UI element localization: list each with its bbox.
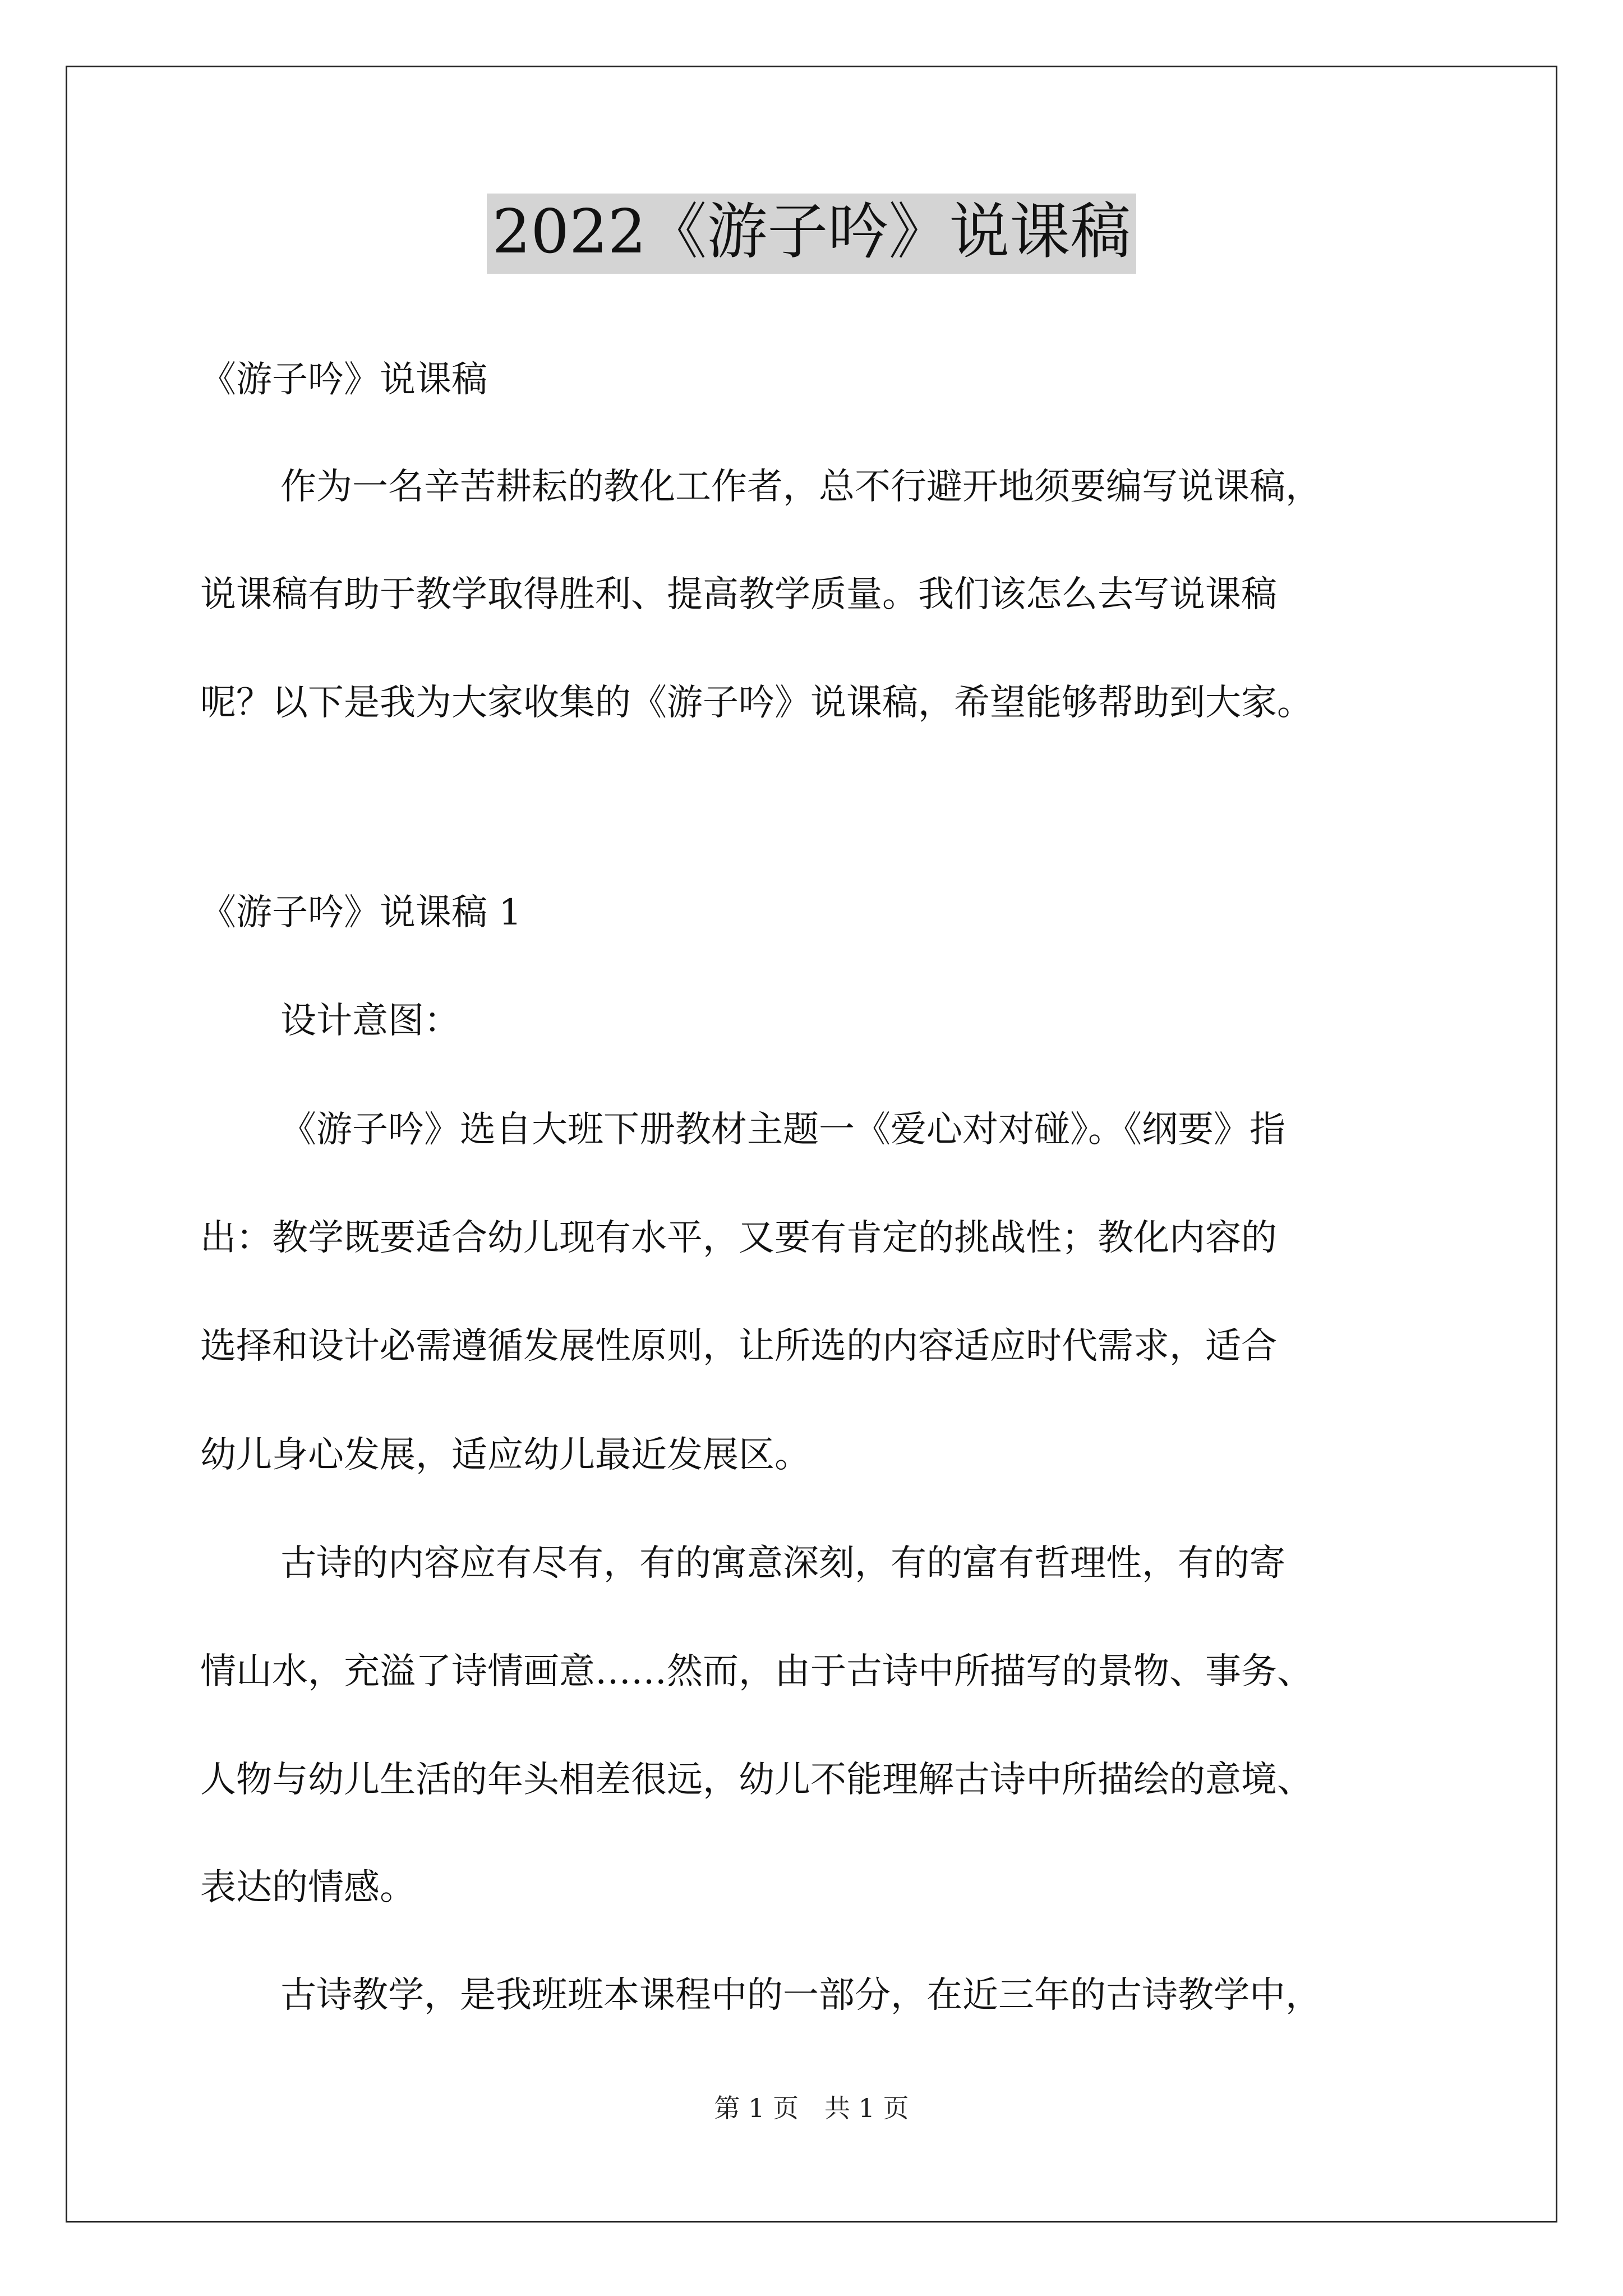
- section-heading-1: 《游子吟》说课稿 1: [200, 892, 522, 933]
- intro-paragraph-line-3: 呢？以下是我为大家收集的《游子吟》说课稿，希望能够帮助到大家。: [200, 682, 1313, 724]
- document-title: [0, 197, 1623, 267]
- page-footer: 第 1 页 共 1 页: [714, 2093, 909, 2123]
- paragraph-1-line-2: 出：教学既要适合幼儿现有水平，又要有肯定的挑战性；教化内容的: [200, 1217, 1277, 1259]
- paragraph-3-line-1: 古诗教学，是我班班本课程中的一部分，在近三年的古诗教学中，: [280, 1975, 1321, 2016]
- paragraph-2-line-4: 表达的情感。: [200, 1867, 416, 1908]
- design-intent-heading: 设计意图：: [280, 1000, 460, 1042]
- paragraph-1-line-4: 幼儿身心发展，适应幼儿最近发展区。: [200, 1434, 810, 1476]
- paragraph-2-line-2: 情山水，充溢了诗情画意……然而，由于古诗中所描写的景物、事务、: [200, 1651, 1313, 1692]
- paragraph-2-line-1: 古诗的内容应有尽有，有的寓意深刻，有的富有哲理性，有的寄: [280, 1543, 1285, 1584]
- paragraph-1-line-3: 选择和设计必需遵循发展性原则，让所选的内容适应时代需求，适合: [200, 1326, 1277, 1367]
- paragraph-2-line-3: 人物与幼儿生活的年头相差很远，幼儿不能理解古诗中所描绘的意境、: [200, 1759, 1313, 1801]
- intro-heading: 《游子吟》说课稿: [200, 359, 487, 401]
- document-title-text: 2022《游子吟》说课稿: [487, 194, 1137, 274]
- intro-paragraph-line-2: 说课稿有助于教学取得胜利、提高教学质量。我们该怎么去写说课稿: [200, 574, 1277, 615]
- intro-paragraph-line-1: 作为一名辛苦耕耘的教化工作者，总不行避开地须要编写说课稿，: [280, 466, 1321, 508]
- paragraph-1-line-1: 《游子吟》选自大班下册教材主题一《爱心对对碰》。《纲要》指: [280, 1109, 1285, 1151]
